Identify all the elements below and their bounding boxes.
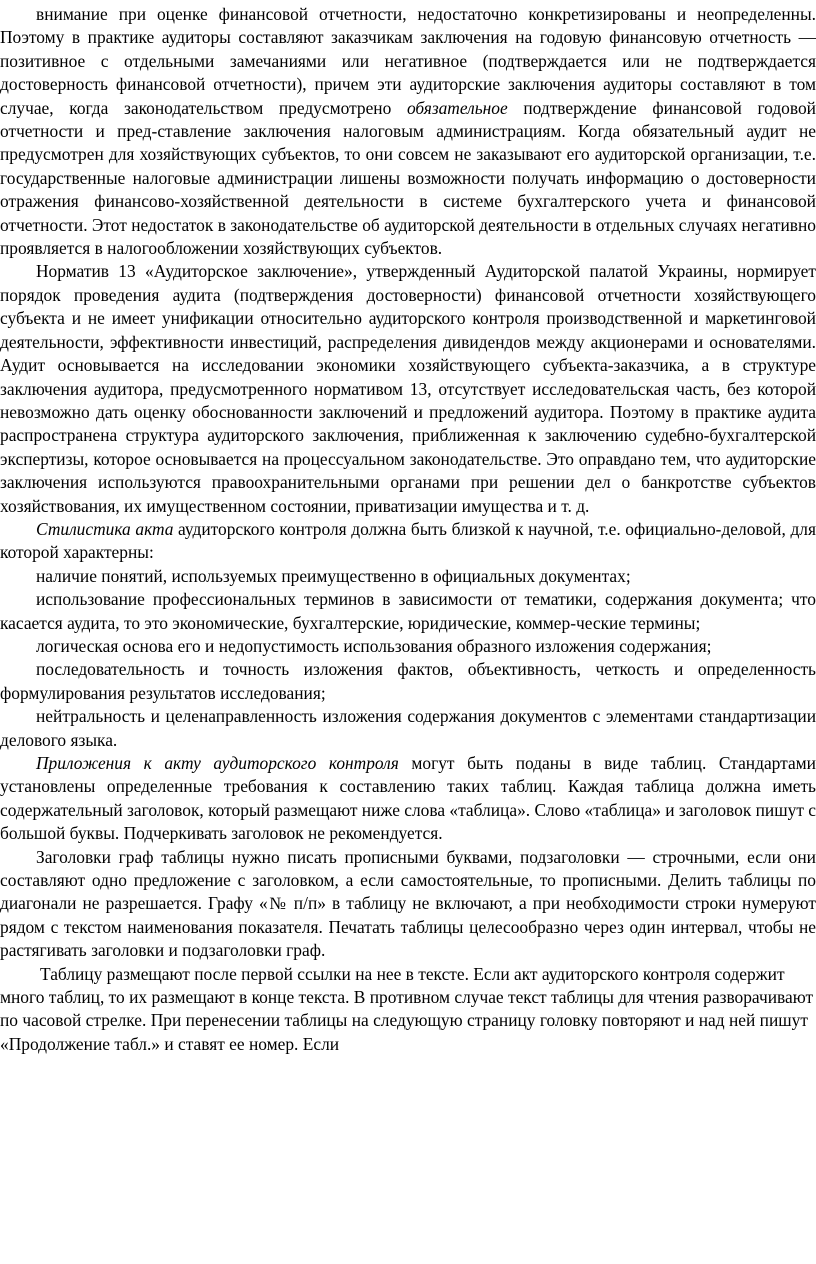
paragraph-appendices-lead: Приложения к акту аудиторского контроля <box>36 753 399 773</box>
paragraph-1 <box>0 3 816 260</box>
paragraph-placement: Таблицу размещают после первой ссылки на нее в тексте. Если акт аудиторского контроля содержит много таблиц, то их размещают в конце текста. В противном случае текст таблицы для чтения разворачивают по часовой стрелке. При перенесении таблицы на следующую страницу головку повторяют и над ней пишут «Продолжение табл.» и ставят ее номер. Если <box>0 963 814 1054</box>
paragraph-appendices-text: могут быть поданы в виде таблиц. Стандартами установлены определенные требования к составлению таких таблиц. Каждая таблица должна иметь содержательный заголовок, который размещают ниже слова «таблица». Слово «таблица» и заголовок пишут с большой буквы. Подчеркивать заголовок не рекомендуется. <box>0 753 816 844</box>
list-item-3: логическая основа его и недопустимость использования образного изложения содержания; <box>36 635 712 656</box>
paragraph-1-part-b: подтверждение финансовой годовой отчетности и пред-ставление заключения налоговым администрациям. Когда обязательный аудит не предусмотрен для хозяйствующих субъектов, то они совсем не заказывают его аудиторской организации, т.е. государственные налоговые администрации лишены возможности получать информацию о достоверности отражения финансово-хозяйственной деятельности в системе бухгалтерского учета и финансовой отчетности. Этот недостаток в законодательстве об аудиторской деятельности в отдельных случаях негативно проявляется в налогообложении хозяйствующих субъектов. <box>0 97 816 259</box>
paragraph-headers: Заголовки граф таблицы нужно писать прописными буквами, подзаголовки — строчными, если они составляют одно предложение с заголовком, а если самостоятельные, то прописными. Делить таблицы по диагонали не разрешается. Графу «№ п/п» в таблицу не включают, а при необходимости строки нумеруют рядом с текстом наименования показателя. Печатать таблицы целесообразно через один интервал, чтобы не растягивать заголовки и подзаголовки граф. <box>0 846 816 961</box>
list-item-5: нейтральность и целенаправленность изложения содержания документов с элементами стандартизации делового языка. <box>0 706 816 750</box>
paragraph-3-text: аудиторского контроля должна быть близкой к научной, т.е. официально-деловой, для которой характерны: <box>0 518 816 563</box>
paragraph-appendices <box>0 752 816 846</box>
list-item-2: использование профессиональных терминов в зависимости от тематики, содержания документа; что касается аудита, то это экономические, бухгалтерские, юридические, коммер-ческие термины; <box>0 589 816 633</box>
list-item-4: последовательность и точность изложения фактов, объективность, четкость и определенность формулирования результатов исследования; <box>0 659 816 703</box>
paragraph-2: Норматив 13 «Аудиторское заключение», утвержденный Аудиторской палатой Украины, нормирует порядок проведения аудита (подтверждения достоверности) финансовой отчетности хозяйствующего субъекта и не имеет унификации относительно аудиторского контроля производственной и маркетинговой деятельности, эффективности инвестиций, распределения дивидендов между акционерами и основателями. Аудит основывается на исследовании экономики хозяйствующего субъекта-заказчика, а в структуре заключения аудитора, предусмотренного нормативом 13, отсутствует исследовательская часть, без которой невозможно дать оценку обоснованности заключений и предложений аудитора. Поэтому в практике аудита распространена структура аудиторского заключения, приближенная к заключению судебно-бухгалтерской экспертизы, которое основывается на процессуальном законодательстве. Это оправдано тем, что аудиторские заключения используются правоохранительными органами при решении дел о банкротстве субъектов хозяйствования, их имущественном состоянии, приватизации имущества и т. д. <box>0 261 816 516</box>
paragraph-3-lead: Стилистика акта <box>36 518 174 539</box>
paragraph-3 <box>0 518 816 565</box>
list-item-1: наличие понятий, используемых преимущественно в официальных документах; <box>36 565 631 586</box>
paragraph-1-part-a: внимание при оценке финансовой отчетности, недостаточно конкретизированы и неопределенны. Поэтому в практике аудиторы составляют заказчикам заключения на годовую финансовую отчетность — позитивное с отдельными замечаниями или негативное (подтверждается или не подтверждается достоверность финансовой отчетности), причем эти аудиторские заключения аудиторы составляют в том случае, когда законодательством предусмотрено <box>0 4 816 118</box>
paragraph-1-emphasis: обязательное <box>406 97 508 118</box>
